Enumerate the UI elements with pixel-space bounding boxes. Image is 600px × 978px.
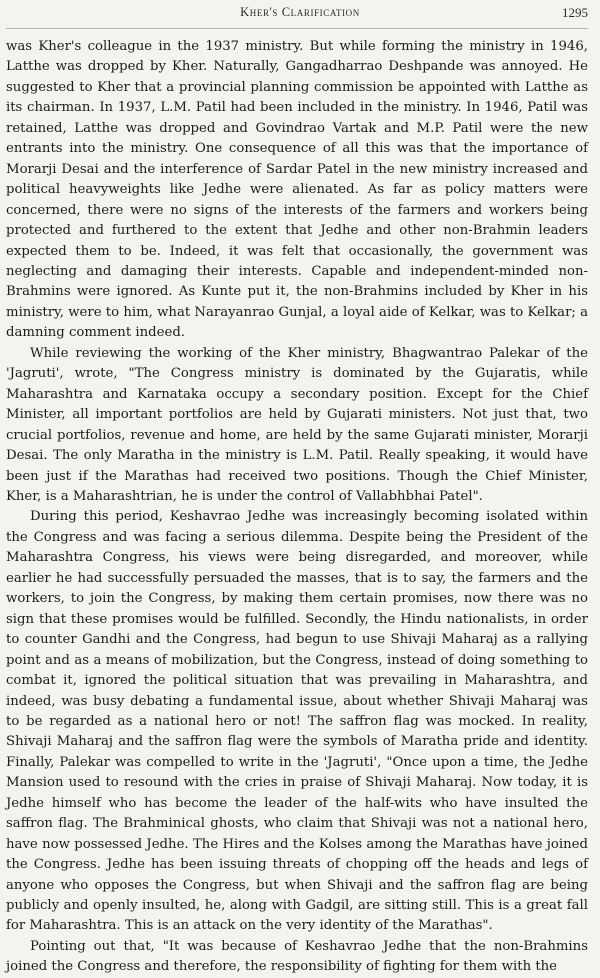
header-divider xyxy=(6,28,588,29)
paragraph-3: During this period, Keshavrao Jedhe was increasingly becoming isolated within the Congress and was facing a serious dilemma. Despite being the President of the Maharashtra Congress, his views were being disregarded, and moreover, while earlier he had successfully persuaded the masses, that is to say, the farmers and the workers, to join the Congress, by making them certain promises, now there was no sign that these promises would be fulfilled. Secondly, the Hindu nationalists, in order to counter Gandhi and the Congress, had begun to use Shivaji Maharaj as a rallying point and as a means of mobilization, but the Congress, instead of doing something to combat it, ignored the political situation that was prevailing in Maharashtra, and indeed, was busy debating a fundamental issue, about whether Shivaji Maharaj was to be regarded as a national hero or not! The saffron flag was mocked. In reality, Shivaji Maharaj and the saffron flag were the symbols of Maratha pride and identity. Finally, Palekar was compelled to write in the 'Jagruti', "Once upon a time, the Jedhe Mansion used to resound with the cries in praise of Shivaji Maharaj. Now today, it is Jedhe himself who has become the leader of the half-wits who have insulted the saffron flag. The Brahminical ghosts, who claim that Shivaji was not a national hero, have now possessed Jedhe. The Hires and the Kolses among the Marathas have joined the Congress. Jedhe has been issuing threats of chopping off the heads and legs of anyone who opposes the Congress, but when Shivaji and the saffron flag are being publicly and openly insulted, he, along with Gadgil, are sitting still. This is a great fall for Maharashtra. This is an attack on the very identity of the Marathas". xyxy=(6,509,588,934)
paragraph-2: While reviewing the working of the Kher ministry, Bhagwantrao Palekar of the 'Jagruti', wrote, "The Congress ministry is dominated by the Gujaratis, while Maharashtra and Karnataka occupy a secondary position. Except for the Chief Minister, all important portfolios are held by Gujarati ministers. Not just that, two crucial portfolios, revenue and home, are held by the same Gujarati minister, Morarji Desai. The only Maratha in the ministry is L.M. Patil. Really speaking, it would have been just if the Marathas had received two positions. Though the Chief Minister, Kher, is a Maharashtrian, he is under the control of Vallabhbhai Patel". xyxy=(6,345,588,504)
page-number: 1295 xyxy=(562,5,588,20)
page-header xyxy=(0,5,600,25)
running-title: Kher's Clarification xyxy=(240,5,360,19)
body-text xyxy=(6,37,588,978)
paragraph-4: Pointing out that, "It was because of Keshavrao Jedhe that the non-Brahmins joined the Congress and therefore, the responsibility of fighting for them with the xyxy=(6,938,588,975)
paragraph-1: was Kher's colleague in the 1937 ministry. But while forming the ministry in 1946, Latthe was dropped by Kher. Naturally, Gangadharrao Deshpande was annoyed. He suggested to Kher that a provincial planning commission be appointed with Latthe as its chairman. In 1937, L.M. Patil had been included in the ministry. In 1946, Patil was retained, Latthe was dropped and Govindrao Vartak and M.P. Patil were the new entrants into the ministry. One consequence of all this was that the importance of Morarji Desai and the interference of Sardar Patel in the new ministry increased and political heavyweights like Jedhe were alienated. As far as policy matters were concerned, there were no signs of the interests of the farmers and workers being protected and furthered to the extent that Jedhe and other non-Brahmin leaders expected them to be. Indeed, it was felt that occasionally, the government was neglecting and damaging their interests. Capable and independent-minded non-Brahmins were ignored. As Kunte put it, the non-Brahmins included by Kher in his ministry, were to him, what Narayanrao Gunjal, a loyal aide of Kelkar, was to Kelkar; a damning comment indeed. xyxy=(6,39,588,341)
